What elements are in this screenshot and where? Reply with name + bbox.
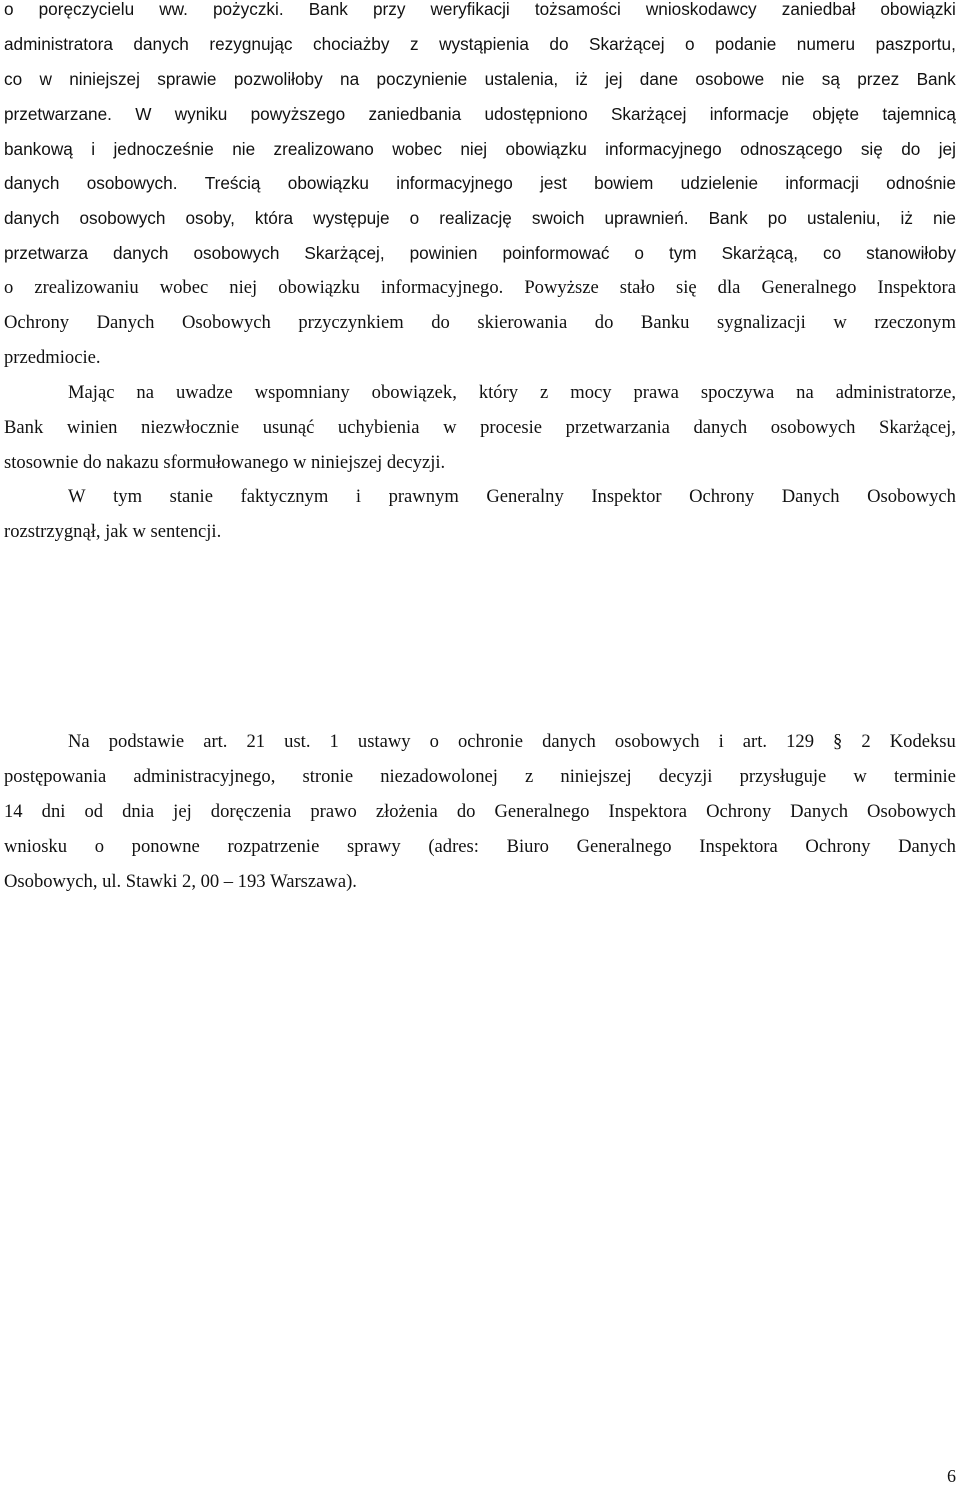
- text-line: o poręczycielu ww. pożyczki. Bank przy weryfikacji tożsamości wnioskodawcy zaniedbał obowiązki: [4, 0, 956, 19]
- document-body: [4, 0, 956, 900]
- paragraph-p1: [4, 0, 956, 376]
- text-line: o zrealizowaniu wobec niej obowiązku informacyjnego. Powyższe stało się dla Generalnego Inspektora: [4, 277, 956, 299]
- text-line: przetwarzane. W wyniku powyższego zaniedbania udostępniono Skarżącej informacje objęte tajemnicą: [4, 103, 956, 124]
- text-line: danych osobowych. Treścią obowiązku informacyjnego jest bowiem udzielenie informacji odnośnie: [4, 173, 956, 194]
- text-line: 14 dni od dnia jej doręczenia prawo złożenia do Generalnego Inspektora Ochrony Danych Osobowych: [4, 801, 956, 823]
- text-line: postępowania administracyjnego, stronie niezadowolonej z niniejszej decyzji przysługuje w terminie: [4, 766, 956, 788]
- text-line: przetwarza danych osobowych Skarżącej, powinien poinformować o tym Skarżącą, co stanowiłoby: [4, 243, 956, 264]
- text-line: W tym stanie faktycznym i prawnym Generalny Inspektor Ochrony Danych Osobowych: [68, 486, 956, 508]
- text-line: Osobowych, ul. Stawki 2, 00 – 193 Warszawa).: [4, 870, 357, 892]
- document-page: [4, 0, 956, 900]
- paragraph-p2: [4, 376, 956, 481]
- paragraph-p3: [4, 480, 956, 550]
- text-line: Na podstawie art. 21 ust. 1 ustawy o ochronie danych osobowych i art. 129 § 2 Kodeksu: [68, 731, 956, 753]
- text-line: stosownie do nakazu sformułowanego w niniejszej decyzji.: [4, 451, 446, 473]
- text-line: wniosku o ponowne rozpatrzenie sprawy (adres: Biuro Generalnego Inspektora Ochrony Danych: [4, 835, 956, 857]
- text-line: Mając na uwadze wspomniany obowiązek, który z mocy prawa spoczywa na administratorze,: [68, 381, 956, 403]
- text-line: rozstrzygnął, jak w sentencji.: [4, 521, 222, 543]
- text-line: Bank winien niezwłocznie usunąć uchybienia w procesie przetwarzania danych osobowych Skarżącej,: [4, 416, 956, 438]
- text-line: bankową i jednocześnie nie zrealizowano wobec niej obowiązku informacyjnego odnoszącego się do jej: [4, 138, 956, 159]
- text-line: Ochrony Danych Osobowych przyczynkiem do skierowania do Banku sygnalizacji w rzeczonym: [4, 312, 956, 334]
- text-line: danych osobowych osoby, która występuje o realizację swoich uprawnień. Bank po ustaleniu, iż nie: [4, 208, 956, 229]
- text-line: przedmiocie.: [4, 346, 101, 368]
- text-line: administratora danych rezygnując chociażby z wystąpienia do Skarżącej o podanie numeru paszportu,: [4, 33, 956, 54]
- paragraph-gap: [4, 550, 956, 725]
- paragraph-p4: [4, 725, 956, 899]
- text-line: co w niniejszej sprawie pozwoliłoby na poczynienie ustalenia, iż jej dane osobowe nie są przez Bank: [4, 68, 956, 89]
- page-number: 6: [947, 1466, 956, 1486]
